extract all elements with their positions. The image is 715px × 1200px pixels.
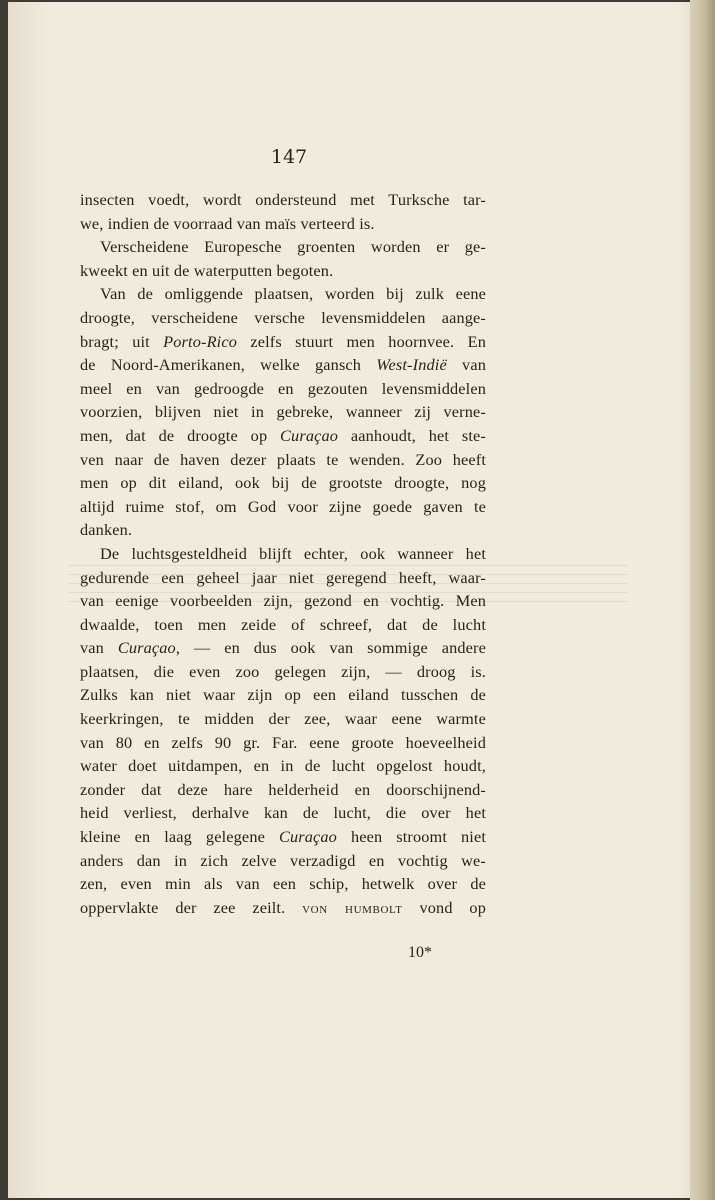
- text-line: voorzien, blijven niet in gebreke, wanneer zij verne-: [80, 402, 486, 422]
- text-line: men, dat de droogte op Curaçao aanhoudt, het ste-: [80, 425, 486, 445]
- text-line: gedurende een geheel jaar niet geregend heeft, waar-: [80, 567, 486, 587]
- body-text: [80, 188, 486, 919]
- text-line: kleine en laag gelegene Curaçao heen stroomt niet: [80, 827, 486, 847]
- text-line: Zulks kan niet waar zijn op een eiland tusschen de: [80, 685, 486, 705]
- text-line: Verscheidene Europesche groenten worden er ge-: [100, 237, 486, 257]
- text-line: meel en van gedroogde en gezouten levensmiddelen: [80, 378, 486, 398]
- page-number: 147: [270, 146, 308, 168]
- text-line: bragt; uit Porto-Rico zelfs stuurt men hoornvee. En: [80, 331, 486, 351]
- text-line: water doet uitdampen, en in de lucht opgelost houdt,: [80, 756, 486, 776]
- text-line: van eenige voorbeelden zijn, gezond en vochtig. Men: [80, 591, 486, 611]
- text-line: zen, even min als van een schip, hetwelk over de: [80, 874, 486, 894]
- text-line: zonder dat deze hare helderheid en doorschijnend-: [80, 779, 486, 799]
- text-line: altijd ruime stof, om God voor zijne goede gaven te: [80, 496, 486, 516]
- text-line: De luchtsgesteldheid blijft echter, ook wanneer het: [100, 543, 486, 563]
- text-line: plaatsen, die even zoo gelegen zijn, — droog is.: [80, 661, 486, 681]
- text-line: oppervlakte der zee zeilt. von humbolt vond op: [80, 897, 487, 917]
- page-number-row: [0, 146, 570, 168]
- text-line: van Curaçao, — en dus ook van sommige andere: [80, 638, 486, 658]
- text-line: dwaalde, toen men zeide of schreef, dat de lucht: [80, 614, 486, 634]
- text-line: kweekt en uit de waterputten begoten.: [80, 260, 334, 280]
- text-line: ven naar de haven dezer plaats te wenden. Zoo heeft: [80, 449, 486, 469]
- text-line: keerkringen, te midden der zee, waar eene warmte: [80, 709, 486, 729]
- text-line: we, indien de voorraad van maïs verteerd is.: [80, 213, 375, 233]
- text-line: van 80 en zelfs 90 gr. Far. eene groote hoeveelheid: [80, 732, 486, 752]
- text-line: Van de omliggende plaatsen, worden bij zulk eene: [100, 284, 486, 304]
- text-line: droogte, verscheidene versche levensmiddelen aange-: [80, 307, 486, 327]
- text-line: insecten voedt, wordt ondersteund met Turksche tar-: [80, 190, 486, 209]
- text-line: danken.: [80, 520, 133, 540]
- signature-mark: 10*: [408, 944, 432, 961]
- text-line: men op dit eiland, ook bij de grootste droogte, nog: [80, 473, 486, 493]
- text-line: anders dan in zich zelve verzadigd en vochtig we-: [80, 850, 486, 870]
- text-line: de Noord-Amerikanen, welke gansch West-Indië van: [80, 355, 486, 375]
- page-edge: [690, 0, 715, 1200]
- text-line: heid verliest, derhalve kan de lucht, die over het: [80, 803, 486, 823]
